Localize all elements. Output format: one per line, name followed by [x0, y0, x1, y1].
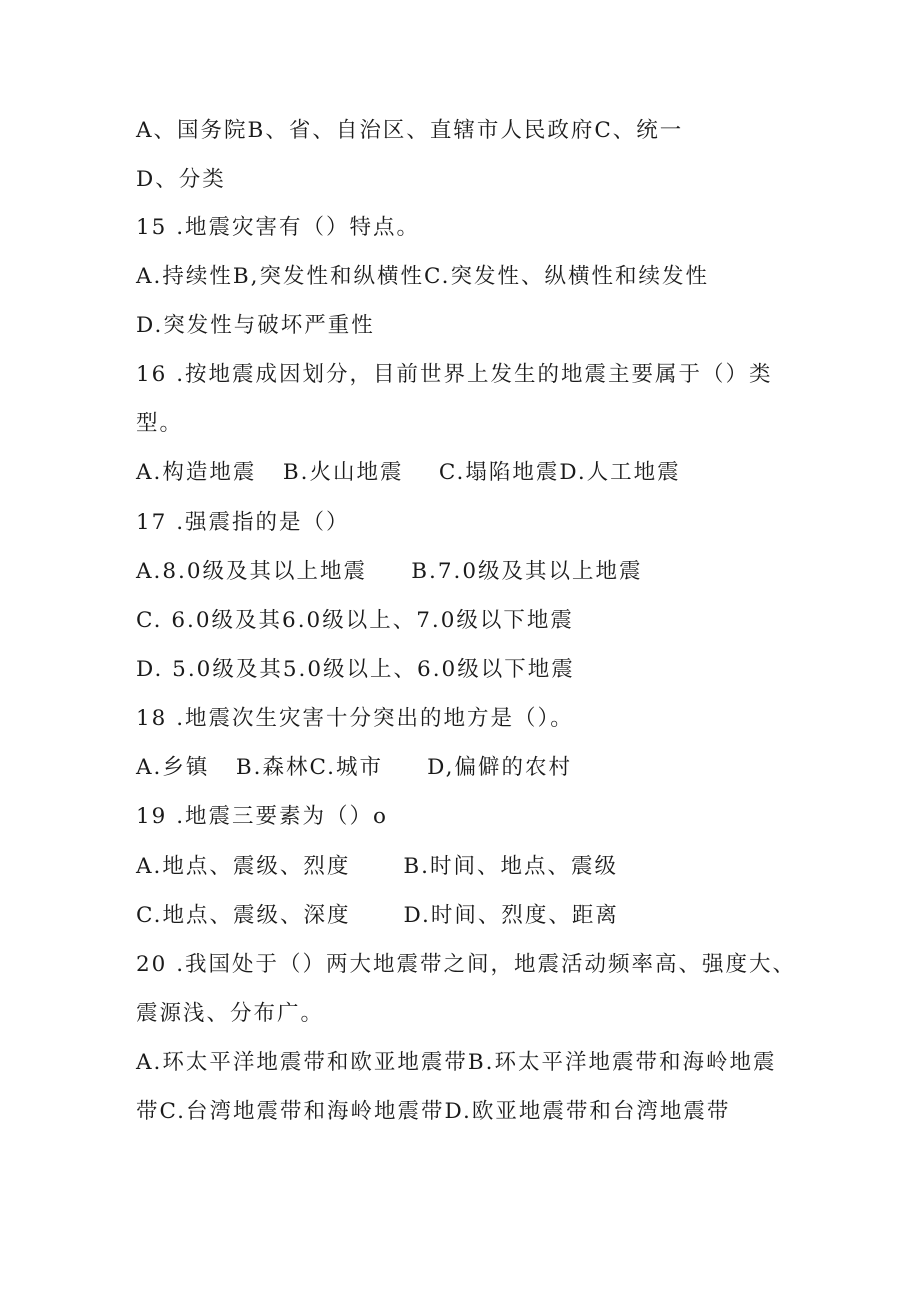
question-17: 17 .强震指的是（） — [136, 510, 350, 535]
text-line: A.构造地震 B.火山地震 C.塌陷地震D.人工地震 — [136, 460, 681, 485]
text-line: A.地点、震级、烈度 B.时间、地点、震级 — [136, 854, 619, 879]
text-line: C. 6.0级及其6.0级以上、7.0级以下地震 — [136, 608, 574, 633]
text-line: D.突发性与破坏严重性 — [136, 313, 375, 338]
text-line: C.地点、震级、深度 D.时间、烈度、距离 — [136, 903, 619, 928]
text-line: A.8.0级及其以上地震 B.7.0级及其以上地震 — [136, 559, 643, 584]
question-20: 20 .我国处于（）两大地震带之间，地震活动频率高、强度大、 — [136, 952, 797, 977]
question-19: 19 .地震三要素为（）o — [136, 804, 388, 829]
text-line: 带C.台湾地震带和海岭地震带D.欧亚地震带和台湾地震带 — [136, 1099, 731, 1124]
text-line: D、分类 — [136, 167, 226, 192]
text-line: A、国务院B、省、自治区、直辖市人民政府C、统一 — [136, 118, 684, 143]
text-line: D. 5.0级及其5.0级以上、6.0级以下地震 — [136, 657, 575, 682]
text-line: A.乡镇 B.森林C.城市 D,偏僻的农村 — [136, 755, 572, 780]
question-16: 16 .按地震成因划分，目前世界上发生的地震主要属于（）类 — [136, 362, 773, 387]
text-line: A.环太平洋地震带和欧亚地震带B.环太平洋地震带和海岭地震 — [136, 1050, 777, 1075]
text-line: 型。 — [136, 411, 184, 436]
question-15: 15 .地震灾害有（）特点。 — [136, 215, 421, 240]
text-line: A.持续性B,突发性和纵横性C.突发性、纵横性和续发性 — [136, 264, 710, 289]
text-line: 震源浅、分布广。 — [136, 1001, 325, 1026]
question-18: 18 .地震次生灾害十分突出的地方是（）。 — [136, 706, 574, 731]
